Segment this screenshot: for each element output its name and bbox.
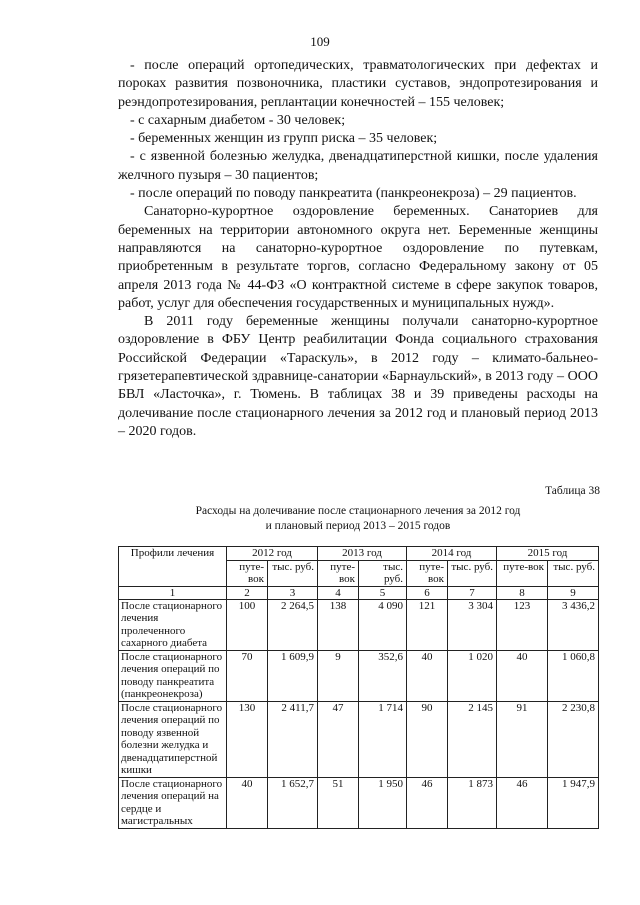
table-label: Таблица 38 xyxy=(545,485,600,497)
header-vouchers: путе-вок xyxy=(227,560,268,586)
header-rub: тыс. руб. xyxy=(359,560,407,586)
cell-value: 1 873 xyxy=(448,777,497,828)
header-vouchers: путе-вок xyxy=(318,560,359,586)
header-rub: тыс. руб. xyxy=(268,560,318,586)
row-profile: После стационарного лечения пролеченного сахарного диабета xyxy=(119,599,227,650)
header-year-2013: 2013 год xyxy=(318,547,407,561)
cell-value: 123 xyxy=(497,599,548,650)
cell-value: 46 xyxy=(497,777,548,828)
cell-value: 51 xyxy=(318,777,359,828)
row-profile: После стационарного лечения операций на сердце и магистральных xyxy=(119,777,227,828)
table-row xyxy=(119,777,599,828)
column-number: 5 xyxy=(359,586,407,599)
header-rub: тыс. руб. xyxy=(548,560,599,586)
paragraph-ulcer: - с язвенной болезнью желудка, двенадцатиперстной кишки, после удаления желчного пузыря – 30 пациентов; xyxy=(118,149,598,183)
table-caption-line2: и плановый период 2013 – 2015 годов xyxy=(265,520,451,532)
column-number: 2 xyxy=(227,586,268,599)
column-number: 7 xyxy=(448,586,497,599)
cell-value: 1 947,9 xyxy=(548,777,599,828)
cell-value: 352,6 xyxy=(359,650,407,701)
paragraph-pancreatitis: - после операций по поводу панкреатита (панкреонекроза) – 29 пациентов. xyxy=(130,186,577,202)
cell-value: 1 609,9 xyxy=(268,650,318,701)
header-rub: тыс. руб. xyxy=(448,560,497,586)
header-vouchers: путе-вок xyxy=(407,560,448,586)
cell-value: 46 xyxy=(407,777,448,828)
paragraph-2011-history: В 2011 году беременные женщины получали санаторно-курортное оздоровление в ФБУ Центр реабилитации Фонда социального страхования Российской Федерации «Тараскуль», в 2012 году – климато-бальнео-грязетерапевтической здравнице-санатории «Барнаульский», в 2013 году – ООО БВЛ «Ласточка», г. Тюмень. В таблицах 38 и 39 приведены расходы на долечивание после стационарного лечения за 2012 год и плановый период 2013 – 2020 годов. xyxy=(118,314,598,439)
cell-value: 2 145 xyxy=(448,701,497,777)
expenses-table xyxy=(118,546,599,829)
cell-value: 40 xyxy=(407,650,448,701)
header-year-2015: 2015 год xyxy=(497,547,599,561)
cell-value: 47 xyxy=(318,701,359,777)
paragraph-pregnant-risk: - беременных женщин из групп риска – 35 человек; xyxy=(130,131,438,147)
cell-value: 1 950 xyxy=(359,777,407,828)
row-profile: После стационарного лечения операций по поводу панкреатита (панкреонекроза) xyxy=(119,650,227,701)
column-number: 9 xyxy=(548,586,599,599)
body-text xyxy=(118,57,598,441)
column-number: 1 xyxy=(119,586,227,599)
paragraph-orthopedic: - после операций ортопедических, травматологических при дефектах и пороках развития позвоночника, пластики суставов, эндопротезирования и реэндопротезирования, реплантации конечностей – 155 человек; xyxy=(118,58,598,110)
header-year-2014: 2014 год xyxy=(407,547,497,561)
cell-value: 91 xyxy=(497,701,548,777)
cell-value: 100 xyxy=(227,599,268,650)
cell-value: 1 060,8 xyxy=(548,650,599,701)
cell-value: 1 714 xyxy=(359,701,407,777)
header-vouchers: путе-вок xyxy=(497,560,548,586)
column-number: 4 xyxy=(318,586,359,599)
table-row xyxy=(119,701,599,777)
cell-value: 130 xyxy=(227,701,268,777)
table-caption xyxy=(118,504,598,534)
table-caption-line1: Расходы на долечивание после стационарного лечения за 2012 год xyxy=(195,505,521,517)
cell-value: 70 xyxy=(227,650,268,701)
cell-value: 1 652,7 xyxy=(268,777,318,828)
cell-value: 40 xyxy=(227,777,268,828)
cell-value: 2 230,8 xyxy=(548,701,599,777)
paragraph-pregnant-sanatorium: Санаторно-курортное оздоровление беременных. Санаториев для беременных на территории автономного округа нет. Беременные женщины направляются на санаторно-курортное оздоровление по путевкам, приобретенным в результате торгов, согласно Федеральному закону от 05 апреля 2013 года № 44-ФЗ «О контрактной системе в сфере закупок товаров, работ, услуг для обеспечения государственных и муниципальных нужд». xyxy=(118,204,598,311)
cell-value: 2 264,5 xyxy=(268,599,318,650)
header-profile: Профили лечения xyxy=(119,547,227,587)
table-row xyxy=(119,650,599,701)
cell-value: 4 090 xyxy=(359,599,407,650)
paragraph-diabetes: - с сахарным диабетом - 30 человек; xyxy=(130,112,346,128)
cell-value: 121 xyxy=(407,599,448,650)
header-year-2012: 2012 год xyxy=(227,547,318,561)
table-row xyxy=(119,599,599,650)
row-profile: После стационарного лечения операций по поводу язвенной болезни желудка и двенадцатиперстной кишки xyxy=(119,701,227,777)
cell-value: 90 xyxy=(407,701,448,777)
cell-value: 3 304 xyxy=(448,599,497,650)
column-number: 3 xyxy=(268,586,318,599)
cell-value: 2 411,7 xyxy=(268,701,318,777)
column-number: 6 xyxy=(407,586,448,599)
cell-value: 40 xyxy=(497,650,548,701)
cell-value: 3 436,2 xyxy=(548,599,599,650)
cell-value: 9 xyxy=(318,650,359,701)
cell-value: 1 020 xyxy=(448,650,497,701)
column-number: 8 xyxy=(497,586,548,599)
page-number: 109 xyxy=(310,34,330,49)
cell-value: 138 xyxy=(318,599,359,650)
